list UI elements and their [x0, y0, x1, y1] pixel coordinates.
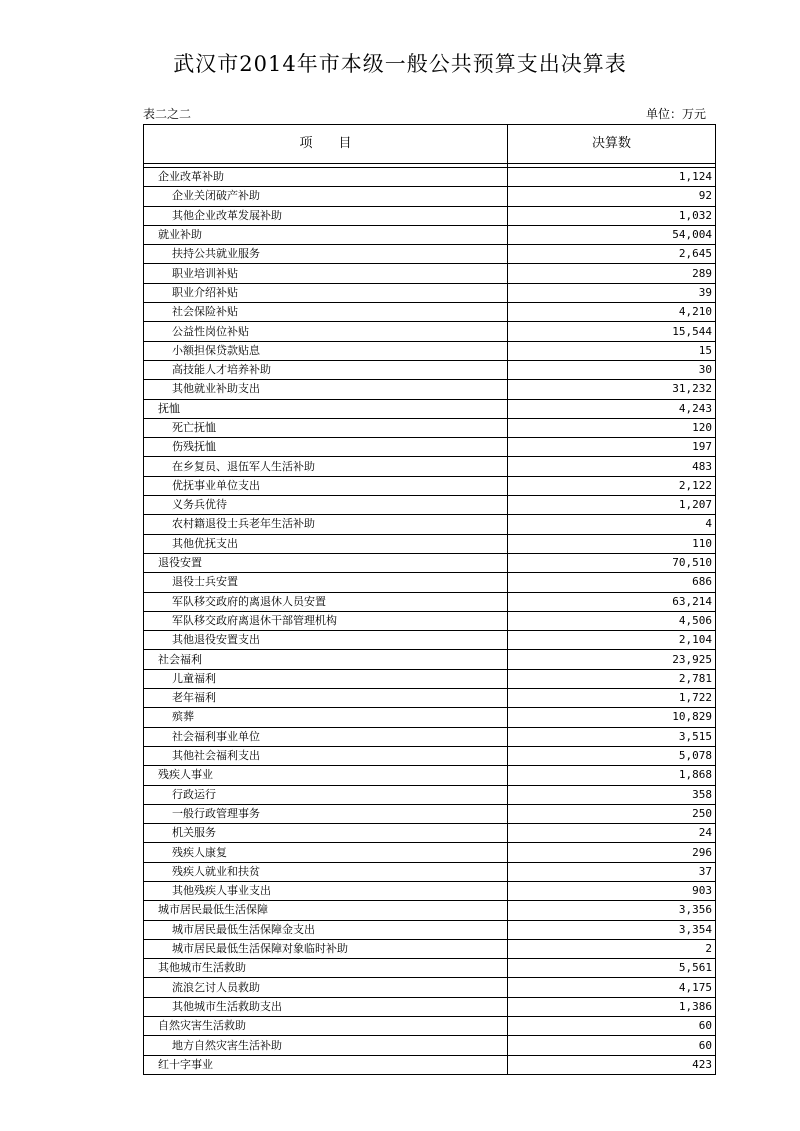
- table-row-category: [144, 168, 716, 187]
- item-name-cell: 城市居民最低生活保障: [144, 901, 508, 920]
- table-row-category: [144, 766, 716, 785]
- item-name-cell: 自然灾害生活救助: [144, 1017, 508, 1036]
- amount-cell: 1,032: [508, 206, 716, 225]
- item-name-cell: 就业补助: [144, 225, 508, 244]
- item-name-cell: 小额担保贷款贴息: [144, 341, 508, 360]
- table-row-category: [144, 959, 716, 978]
- amount-cell: 4: [508, 515, 716, 534]
- amount-cell: 903: [508, 881, 716, 900]
- table-row-subitem: [144, 360, 716, 379]
- item-name-cell: 农村籍退役士兵老年生活补助: [144, 515, 508, 534]
- item-name-cell: 社会福利事业单位: [144, 727, 508, 746]
- amount-cell: 3,354: [508, 920, 716, 939]
- item-name-cell: 其他企业改革发展补助: [144, 206, 508, 225]
- item-name-cell: 儿童福利: [144, 669, 508, 688]
- item-name-cell: 职业介绍补贴: [144, 283, 508, 302]
- table-row-subitem: [144, 457, 716, 476]
- item-name-cell: 优抚事业单位支出: [144, 476, 508, 495]
- item-name-cell: 殡葬: [144, 708, 508, 727]
- table-row-subitem: [144, 708, 716, 727]
- table-row-subitem: [144, 824, 716, 843]
- amount-cell: 197: [508, 438, 716, 457]
- amount-cell: 4,175: [508, 978, 716, 997]
- table-header: [144, 125, 716, 164]
- item-name-cell: 抚恤: [144, 399, 508, 418]
- item-name-cell: 其他社会福利支出: [144, 746, 508, 765]
- amount-cell: 24: [508, 824, 716, 843]
- table-row-category: [144, 650, 716, 669]
- amount-cell: 39: [508, 283, 716, 302]
- item-name-cell: 其他城市生活救助: [144, 959, 508, 978]
- table-row-subitem: [144, 303, 716, 322]
- item-name-cell: 退役安置: [144, 553, 508, 572]
- amount-cell: 60: [508, 1036, 716, 1055]
- item-name-cell: 其他退役安置支出: [144, 631, 508, 650]
- table-row-subitem: [144, 631, 716, 650]
- item-name-cell: 红十字事业: [144, 1055, 508, 1074]
- column-header-item: 项 目: [144, 125, 508, 164]
- table-row-subitem: [144, 843, 716, 862]
- amount-cell: 5,078: [508, 746, 716, 765]
- item-name-cell: 企业关闭破产补助: [144, 187, 508, 206]
- table-row-subitem: [144, 418, 716, 437]
- table-row-subitem: [144, 727, 716, 746]
- amount-cell: 60: [508, 1017, 716, 1036]
- table-row-subitem: [144, 380, 716, 399]
- amount-cell: 4,243: [508, 399, 716, 418]
- table-row-subitem: [144, 264, 716, 283]
- table-row-subitem: [144, 534, 716, 553]
- table-row-subitem: [144, 573, 716, 592]
- table-row-subitem: [144, 920, 716, 939]
- amount-cell: 1,386: [508, 997, 716, 1016]
- item-name-cell: 公益性岗位补贴: [144, 322, 508, 341]
- table-row-subitem: [144, 206, 716, 225]
- amount-cell: 250: [508, 804, 716, 823]
- item-name-cell: 地方自然灾害生活补助: [144, 1036, 508, 1055]
- item-name-cell: 其他优抚支出: [144, 534, 508, 553]
- page-title: 武汉市2014年市本级一般公共预算支出决算表: [173, 52, 627, 76]
- item-name-cell: 社会保险补贴: [144, 303, 508, 322]
- amount-cell: 2,104: [508, 631, 716, 650]
- amount-cell: 2,645: [508, 245, 716, 264]
- item-name-cell: 残疾人就业和扶贫: [144, 862, 508, 881]
- column-header-amount: 决算数: [508, 125, 716, 164]
- table-row-category: [144, 399, 716, 418]
- item-name-cell: 老年福利: [144, 689, 508, 708]
- amount-cell: 10,829: [508, 708, 716, 727]
- item-name-cell: 行政运行: [144, 785, 508, 804]
- item-name-cell: 其他就业补助支出: [144, 380, 508, 399]
- amount-cell: 423: [508, 1055, 716, 1074]
- amount-cell: 70,510: [508, 553, 716, 572]
- amount-cell: 296: [508, 843, 716, 862]
- amount-cell: 1,722: [508, 689, 716, 708]
- table-row-subitem: [144, 997, 716, 1016]
- table-row-subitem: [144, 669, 716, 688]
- table-row-category: [144, 1055, 716, 1074]
- table-row-subitem: [144, 862, 716, 881]
- amount-cell: 2,781: [508, 669, 716, 688]
- item-name-cell: 流浪乞讨人员救助: [144, 978, 508, 997]
- amount-cell: 120: [508, 418, 716, 437]
- item-name-cell: 死亡抚恤: [144, 418, 508, 437]
- table-row-subitem: [144, 978, 716, 997]
- unit-label: 单位：万元: [646, 107, 707, 121]
- item-name-cell: 社会福利: [144, 650, 508, 669]
- item-name-cell: 其他城市生活救助支出: [144, 997, 508, 1016]
- amount-cell: 23,925: [508, 650, 716, 669]
- table-row-subitem: [144, 187, 716, 206]
- table-row-subitem: [144, 785, 716, 804]
- table-body: [144, 164, 716, 1075]
- amount-cell: 30: [508, 360, 716, 379]
- table-row-subitem: [144, 438, 716, 457]
- table-row-subitem: [144, 592, 716, 611]
- budget-table: [143, 124, 716, 1075]
- table-row-category: [144, 225, 716, 244]
- table-row-subitem: [144, 939, 716, 958]
- amount-cell: 92: [508, 187, 716, 206]
- table-row-subitem: [144, 245, 716, 264]
- table-row-subitem: [144, 881, 716, 900]
- table-row-category: [144, 553, 716, 572]
- item-name-cell: 残疾人事业: [144, 766, 508, 785]
- table-row-subitem: [144, 515, 716, 534]
- item-name-cell: 伤残抚恤: [144, 438, 508, 457]
- item-name-cell: 义务兵优待: [144, 496, 508, 515]
- table-row-subitem: [144, 283, 716, 302]
- amount-cell: 3,356: [508, 901, 716, 920]
- amount-cell: 358: [508, 785, 716, 804]
- amount-cell: 4,506: [508, 611, 716, 630]
- item-name-cell: 军队移交政府离退休干部管理机构: [144, 611, 508, 630]
- amount-cell: 15: [508, 341, 716, 360]
- table-row-subitem: [144, 496, 716, 515]
- amount-cell: 54,004: [508, 225, 716, 244]
- amount-cell: 3,515: [508, 727, 716, 746]
- sheet-label: 表二之二: [143, 107, 192, 121]
- item-name-cell: 职业培训补贴: [144, 264, 508, 283]
- table-row-subitem: [144, 611, 716, 630]
- table-row-subitem: [144, 476, 716, 495]
- item-name-cell: 在乡复员、退伍军人生活补助: [144, 457, 508, 476]
- table-row-subitem: [144, 1036, 716, 1055]
- amount-cell: 63,214: [508, 592, 716, 611]
- table-row-category: [144, 901, 716, 920]
- amount-cell: 289: [508, 264, 716, 283]
- table-row-subitem: [144, 322, 716, 341]
- item-name-cell: 其他残疾人事业支出: [144, 881, 508, 900]
- table-row-subitem: [144, 689, 716, 708]
- amount-cell: 483: [508, 457, 716, 476]
- table-row-category: [144, 1017, 716, 1036]
- item-name-cell: 机关服务: [144, 824, 508, 843]
- item-name-cell: 城市居民最低生活保障对象临时补助: [144, 939, 508, 958]
- amount-cell: 37: [508, 862, 716, 881]
- item-name-cell: 一般行政管理事务: [144, 804, 508, 823]
- item-name-cell: 军队移交政府的离退休人员安置: [144, 592, 508, 611]
- amount-cell: 1,868: [508, 766, 716, 785]
- item-name-cell: 退役士兵安置: [144, 573, 508, 592]
- item-name-cell: 高技能人才培养补助: [144, 360, 508, 379]
- amount-cell: 1,124: [508, 168, 716, 187]
- amount-cell: 2,122: [508, 476, 716, 495]
- table-row-subitem: [144, 341, 716, 360]
- amount-cell: 4,210: [508, 303, 716, 322]
- item-name-cell: 残疾人康复: [144, 843, 508, 862]
- amount-cell: 5,561: [508, 959, 716, 978]
- amount-cell: 31,232: [508, 380, 716, 399]
- amount-cell: 1,207: [508, 496, 716, 515]
- amount-cell: 686: [508, 573, 716, 592]
- amount-cell: 15,544: [508, 322, 716, 341]
- item-name-cell: 城市居民最低生活保障金支出: [144, 920, 508, 939]
- table-row-subitem: [144, 746, 716, 765]
- table-row-subitem: [144, 804, 716, 823]
- amount-cell: 2: [508, 939, 716, 958]
- item-name-cell: 企业改革补助: [144, 168, 508, 187]
- amount-cell: 110: [508, 534, 716, 553]
- item-name-cell: 扶持公共就业服务: [144, 245, 508, 264]
